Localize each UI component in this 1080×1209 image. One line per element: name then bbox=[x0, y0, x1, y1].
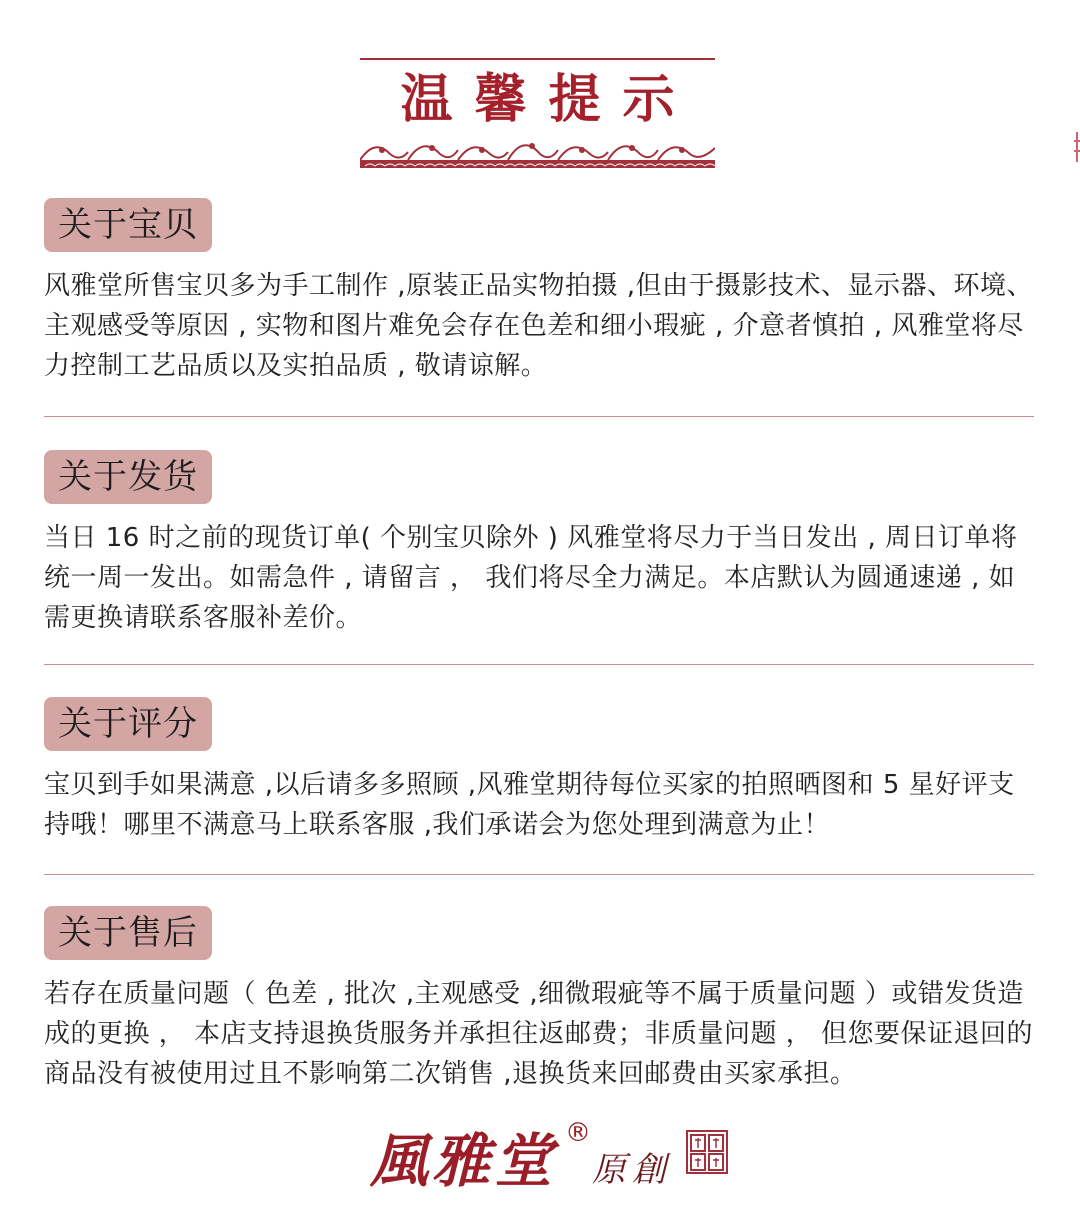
edge-ornament-icon bbox=[1074, 132, 1080, 162]
section-label: 关于发货 bbox=[44, 450, 212, 504]
brand-seal-icon bbox=[686, 1130, 728, 1174]
section-body: 若存在质量问题（ 色差 , 批次 ,主观感受 ,细微瑕疵等不属于质量问题 ）或错发货造成的更换 ， 本店支持退换货服务并承担往返邮费；非质量问题 ， 但您要保证退回的商品没有被使用过且不影响第二次销售 ,退换货来回邮费由买家承担。 bbox=[44, 979, 1034, 1089]
brand-logo: 風雅堂 bbox=[370, 1127, 557, 1195]
divider bbox=[44, 874, 1034, 875]
banner-title: 温馨提示 bbox=[400, 69, 697, 130]
section-about-ratings bbox=[44, 697, 1036, 845]
registered-mark: ® bbox=[565, 1118, 591, 1148]
section-label: 关于评分 bbox=[44, 697, 212, 751]
section-body: 风雅堂所售宝贝多为手工制作 ,原装正品实物拍摄 ,但由于摄影技术、显示器、环境、主观感受等原因 , 实物和图片难免会存在色差和细小瑕疵 , 介意者慎拍 , 风雅堂将尽力控制工艺品质以及实拍品质 , 敬请谅解。 bbox=[44, 271, 1034, 381]
section-label: 关于宝贝 bbox=[44, 198, 212, 252]
divider bbox=[44, 416, 1034, 417]
section-about-shipping bbox=[44, 450, 1036, 638]
brand-footer bbox=[360, 1118, 740, 1203]
brand-suffix: 原創 bbox=[592, 1150, 672, 1190]
wave-pattern-icon bbox=[360, 132, 715, 168]
header-banner bbox=[360, 58, 715, 168]
banner-top-line bbox=[360, 58, 715, 60]
section-about-products bbox=[44, 198, 1036, 386]
section-label: 关于售后 bbox=[44, 906, 212, 960]
divider bbox=[44, 664, 1034, 665]
section-after-sales bbox=[44, 906, 1036, 1094]
section-body: 宝贝到手如果满意 ,以后请多多照顾 ,风雅堂期待每位买家的拍照晒图和 5 星好评支持哦！哪里不满意马上联系客服 ,我们承诺会为您处理到满意为止！ bbox=[44, 770, 1015, 840]
section-body: 当日 16 时之前的现货订单( 个别宝贝除外 ) 风雅堂将尽力于当日发出 , 周日订单将统一周一发出。如需急件 , 请留言 ， 我们将尽全力满足。本店默认为圆通速递 , 如需更换请联系客服补差价。 bbox=[44, 523, 1018, 633]
